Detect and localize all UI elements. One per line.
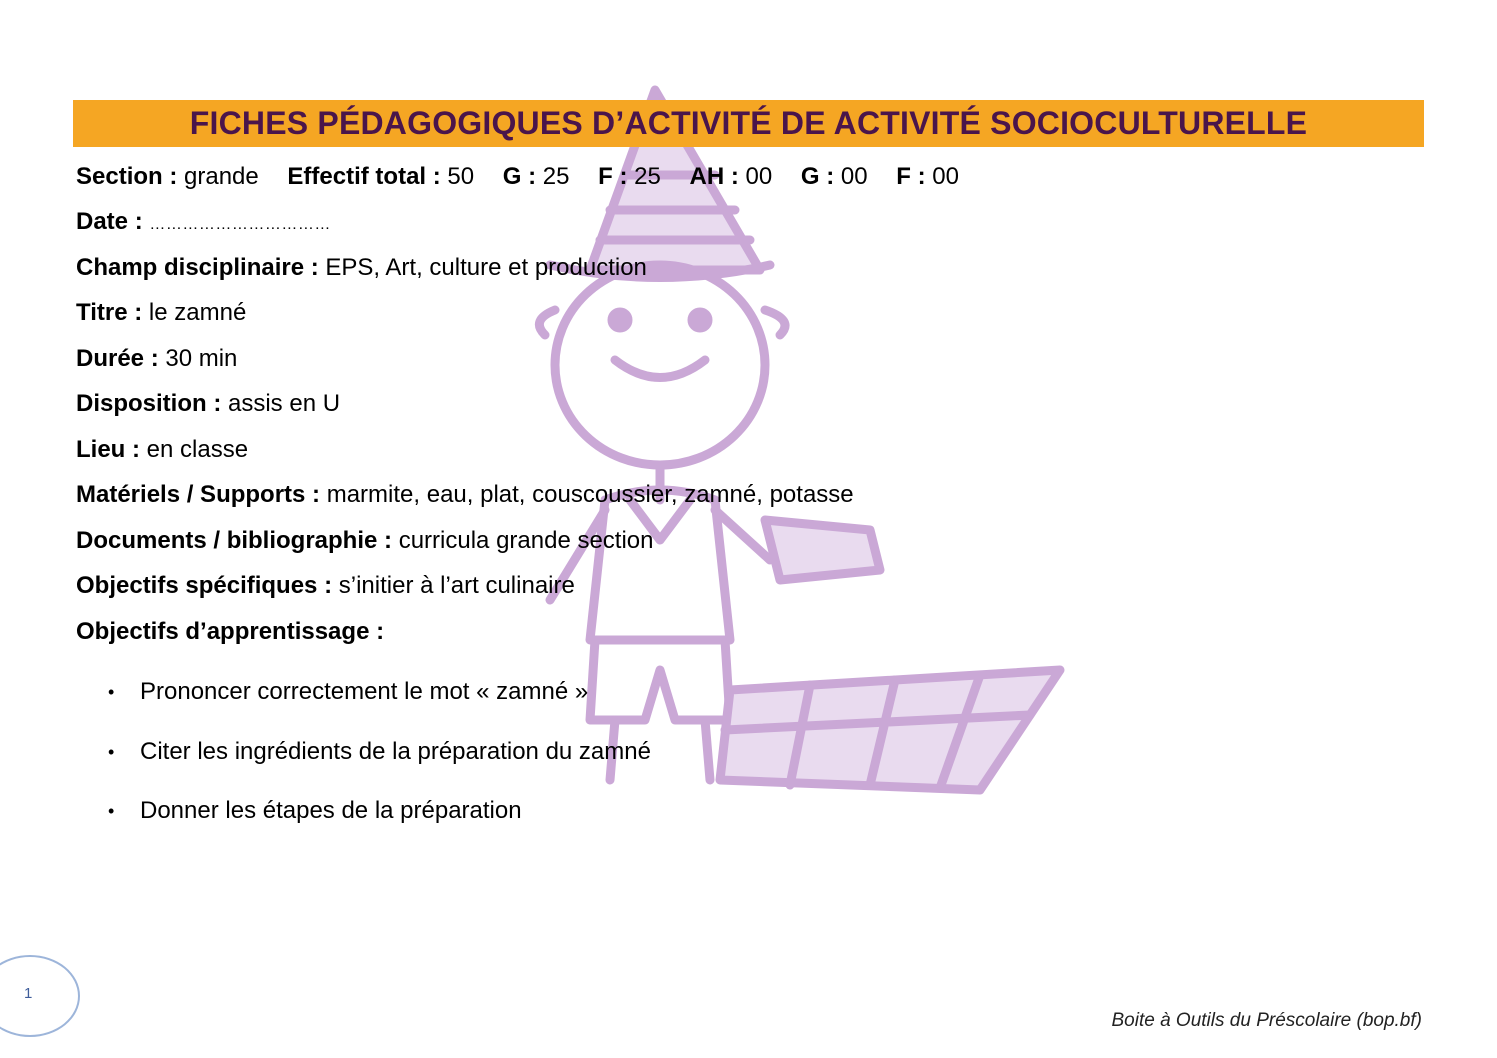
section-value: grande bbox=[184, 163, 259, 190]
field-label: Durée : bbox=[76, 345, 159, 372]
section-row bbox=[76, 160, 959, 194]
g2-value: 00 bbox=[840, 163, 868, 190]
effectif-value: 50 bbox=[447, 163, 475, 190]
bullet-icon: • bbox=[108, 801, 115, 821]
field-row-duree bbox=[76, 342, 237, 376]
date-label: Date : bbox=[76, 208, 143, 235]
field-value: le zamné bbox=[148, 299, 247, 326]
field-value: EPS, Art, culture et production bbox=[325, 254, 647, 281]
field-row-champ bbox=[76, 251, 647, 285]
field-row-materiels bbox=[76, 478, 854, 512]
field-label: Documents / bibliographie : bbox=[76, 527, 393, 554]
title-banner bbox=[73, 100, 1424, 147]
list-item-text: Citer les ingrédients de la préparation du zamné bbox=[140, 738, 651, 765]
field-value: assis en U bbox=[228, 390, 341, 417]
ah-value: 00 bbox=[745, 163, 773, 190]
page-number-circle bbox=[0, 955, 80, 1037]
field-value: 30 min bbox=[165, 345, 238, 372]
f1-value: 25 bbox=[634, 163, 661, 190]
date-row bbox=[76, 205, 331, 242]
field-value: s’initier à l’art culinaire bbox=[338, 572, 575, 599]
page-number: 1 bbox=[24, 985, 33, 1002]
effectif-label: Effectif total : bbox=[287, 163, 441, 190]
g1-value: 25 bbox=[542, 163, 570, 190]
f1-label: F : bbox=[598, 163, 628, 190]
bullet-icon: • bbox=[108, 682, 115, 702]
field-label: Objectifs spécifiques : bbox=[76, 572, 333, 599]
list-item-text: Prononcer correctement le mot « zamné » bbox=[140, 678, 589, 705]
field-label: Disposition : bbox=[76, 390, 222, 417]
field-row-documents bbox=[76, 524, 654, 558]
f2-value: 00 bbox=[932, 163, 959, 190]
list-item-text: Donner les étapes de la préparation bbox=[140, 797, 522, 824]
section-label: Section : bbox=[76, 163, 178, 190]
field-row-lieu bbox=[76, 433, 248, 467]
g1-label: G : bbox=[502, 163, 537, 190]
date-value: …………………………… bbox=[149, 216, 331, 233]
field-label: Champ disciplinaire : bbox=[76, 254, 319, 281]
g2-label: G : bbox=[800, 163, 835, 190]
field-value: curricula grande section bbox=[398, 527, 654, 554]
field-value: marmite, eau, plat, couscoussier, zamné, potasse bbox=[326, 481, 854, 508]
field-label: Lieu : bbox=[76, 436, 140, 463]
field-row-titre bbox=[76, 296, 246, 330]
field-label: Matériels / Supports : bbox=[76, 481, 321, 508]
page-title: FICHES PÉDAGOGIQUES D’ACTIVITÉ DE ACTIVITÉ SOCIOCULTURELLE bbox=[189, 105, 1308, 141]
bullet-icon: • bbox=[108, 742, 115, 762]
field-value: en classe bbox=[146, 436, 249, 463]
f2-label: F : bbox=[896, 163, 926, 190]
footer-credit: Boite à Outils du Préscolaire (bop.bf) bbox=[1111, 1010, 1422, 1031]
ah-label: AH : bbox=[689, 163, 739, 190]
objectifs-label: Objectifs d’apprentissage : bbox=[76, 618, 385, 645]
field-label: Titre : bbox=[76, 299, 143, 326]
field-row-disposition bbox=[76, 387, 340, 421]
field-row-objectifs-specifiques bbox=[76, 569, 575, 603]
objectifs-apprentissage-heading bbox=[76, 615, 384, 649]
